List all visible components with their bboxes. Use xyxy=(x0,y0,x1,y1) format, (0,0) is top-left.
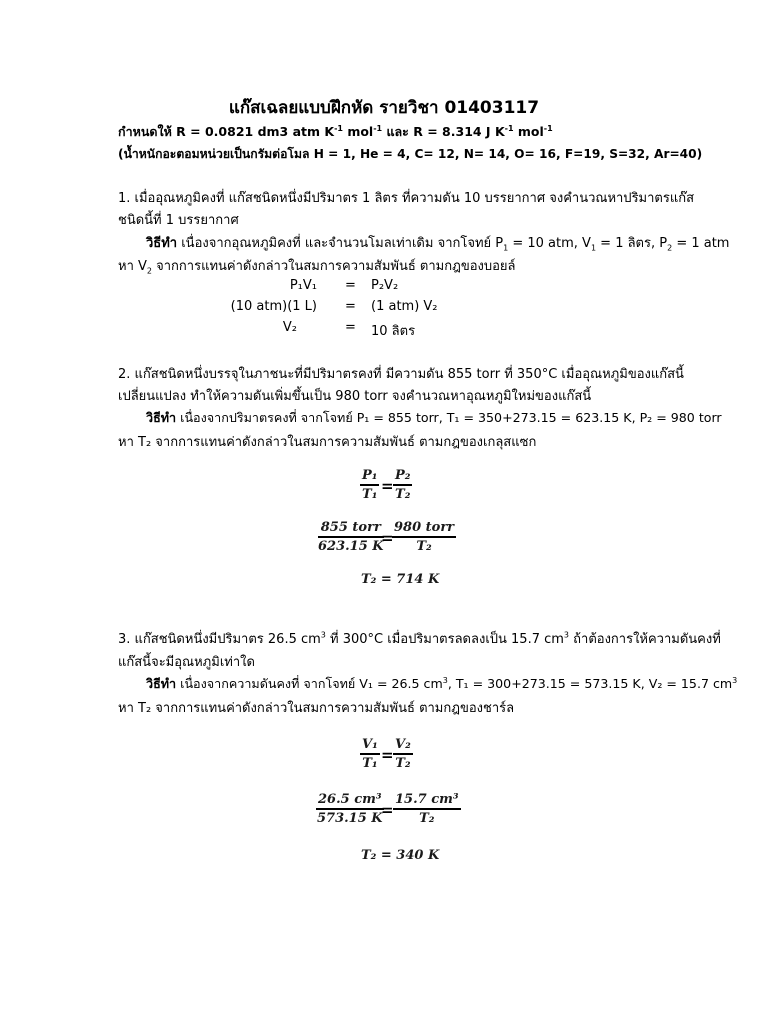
atomic-weights-line: (น้ำหนักอะตอมหน่วยเป็นกรัมต่อโมล H = 1, He = 4, C= 12, N= 14, O= 16, F=19, S=32, Ar=40) xyxy=(118,147,703,161)
q1-eq2-equals: = xyxy=(345,299,356,314)
q2-frac-t1: T₁ xyxy=(362,487,378,502)
q1-eq1-equals: = xyxy=(345,278,356,293)
q2-frac-values-left xyxy=(318,520,384,554)
q2-frac-980-torr: 980 torr xyxy=(392,520,456,538)
gas-constant-sup-c: -1 xyxy=(504,123,514,133)
q2-equals-2: = xyxy=(381,529,394,547)
q2-frac-p1: P₁ xyxy=(360,468,379,486)
q3-frac-t2: T₂ xyxy=(395,756,411,771)
q2-line-2: เปลี่ยนแปลง ทำให้ความดันเพิ่มขึ้นเป็น 980 torr จงคำนวณหาอุณหภูมิใหม่ของแก๊สนี้ xyxy=(118,389,592,404)
gas-constant-text-d: mol xyxy=(513,124,544,139)
q1-line-2: ชนิดนี้ที่ 1 บรรยากาศ xyxy=(118,213,239,228)
page-title: แก๊สเฉลยแบบฝึกหัด รายวิชา 01403117 xyxy=(228,98,540,118)
gas-constant-text-b: mol xyxy=(342,124,374,139)
q3-solution-label: วิธีทำ xyxy=(146,676,177,691)
q3-solution-text-a: เนื่องจากความดันคงที่ จากโจทย์ V₁ = 26.5 cm xyxy=(176,676,443,691)
q2-frac-p1-t1 xyxy=(360,468,379,502)
q2-result: T₂ = 714 K xyxy=(361,572,440,587)
q1-eq1-left: P₁V₁ xyxy=(289,278,317,293)
q1-find-text-a: หา V xyxy=(118,259,147,274)
q2-line-1: 2. แก๊สชนิดหนึ่งบรรจุในภาชนะที่มีปริมาตรคงที่ มีความดัน 855 torr ที่ 350°C เมื่ออุณหภูมิของแก๊สนี้ xyxy=(118,367,684,382)
q2-frac-t2: T₂ xyxy=(395,487,411,502)
q2-frac-p2: P₂ xyxy=(393,468,412,486)
q1-solution-text-c: = 1 ลิตร, P xyxy=(596,236,668,251)
q1-solution-label: วิธีทำ xyxy=(146,236,178,251)
q3-line-1-text-c: ถ้าต้องการให้ความดันคงที่ xyxy=(569,632,721,647)
q2-find-line: หา T₂ จากการแทนค่าดังกล่าวในสมการความสัมพันธ์ ตามกฎของเกลุสแซก xyxy=(118,435,537,450)
q3-frac-26-5-cm3: 26.5 cm³ xyxy=(316,792,384,810)
q1-eq3-right: 10 ลิตร xyxy=(371,324,416,339)
q3-line-1-text-a: 3. แก๊สชนิดหนึ่งมีปริมาตร 26.5 cm xyxy=(118,632,321,647)
q1-sub-1: 1 xyxy=(503,243,509,253)
q1-find-sub: 2 xyxy=(146,266,152,276)
q3-line-1-sup-1: 3 xyxy=(320,630,326,640)
q2-solution-line xyxy=(146,408,722,428)
q3-frac-values-left xyxy=(316,792,384,826)
q3-frac-values-right xyxy=(393,792,461,826)
q3-frac-t2-value: T₂ xyxy=(419,811,435,826)
q3-result: T₂ = 340 K xyxy=(361,848,440,863)
q3-frac-t1: T₁ xyxy=(362,756,378,771)
q1-sub-2: 1 xyxy=(590,243,597,253)
q1-solution-text-a: เนื่องจากอุณหภูมิคงที่ และจำนวนโมลเท่าเดิม จากโจทย์ P xyxy=(177,236,504,251)
gas-constant-text-c: และ R = 8.314 J K xyxy=(382,124,505,139)
q2-solution-label: วิธีทำ xyxy=(146,410,177,425)
q3-find-line: หา T₂ จากการแทนค่าดังกล่าวในสมการความสัมพันธ์ ตามกฎของชาร์ล xyxy=(118,701,515,716)
q3-frac-573-k: 573.15 K xyxy=(316,811,383,826)
q3-line-2: แก๊สนี้จะมีอุณหภูมิเท่าใด xyxy=(118,655,255,670)
q3-frac-v1: V₁ xyxy=(360,737,380,755)
q1-eq2-right: (1 atm) V₂ xyxy=(371,299,438,314)
q3-equals-1: = xyxy=(381,746,394,764)
q1-solution-line xyxy=(146,232,729,253)
q1-solution-text-d: = 1 atm xyxy=(672,236,730,251)
q1-find-line xyxy=(118,255,516,276)
q1-eq2-left: (10 atm)(1 L) xyxy=(230,299,317,314)
gas-constant-sup-a: -1 xyxy=(334,123,343,133)
q2-frac-p2-t2 xyxy=(393,468,412,502)
q2-equals-1: = xyxy=(381,477,394,495)
q1-find-text-b: จากการแทนค่าดังกล่าวในสมการความสัมพันธ์ ตามกฎของบอยล์ xyxy=(152,259,516,274)
q2-frac-values-right xyxy=(392,520,456,554)
q3-frac-v1-t1 xyxy=(360,737,380,771)
q2-frac-623-k: 623.15 K xyxy=(318,539,384,554)
gas-constant-sup-d: -1 xyxy=(543,123,553,133)
q1-eq3-left: V₂ xyxy=(282,320,297,335)
q1-line-1: 1. เมื่ออุณหภูมิคงที่ แก๊สชนิดหนึ่งมีปริมาตร 1 ลิตร ที่ความดัน 10 บรรยากาศ จงคำนวณหาปริมาตรแก๊ส xyxy=(118,191,695,206)
q2-frac-855-torr: 855 torr xyxy=(318,520,384,538)
q3-equals-2: = xyxy=(381,801,394,819)
q1-solution-text-b: = 10 atm, V xyxy=(508,236,591,251)
gas-constant-line xyxy=(118,122,553,142)
q3-line-1 xyxy=(118,628,721,649)
q3-line-1-sup-2: 3 xyxy=(563,630,570,640)
q3-solution-text-b: , T₁ = 300+273.15 = 573.15 K, V₂ = 15.7 cm xyxy=(447,676,733,691)
q2-frac-t2-value: T₂ xyxy=(416,539,432,554)
q3-solution-sup-1: 3 xyxy=(442,675,448,685)
gas-constant-text-a: กำหนดให้ R = 0.0821 dm3 atm K xyxy=(118,124,335,139)
gas-constant-sup-b: -1 xyxy=(373,123,383,133)
q1-eq3-equals: = xyxy=(345,320,356,335)
q1-sub-3: 2 xyxy=(667,243,673,253)
q3-line-1-text-b: ที่ 300°C เมื่อปริมาตรลดลงเป็น 15.7 cm xyxy=(325,632,564,647)
q3-solution-sup-2: 3 xyxy=(732,675,738,685)
q3-frac-v2-t2 xyxy=(393,737,413,771)
q3-frac-15-7-cm3: 15.7 cm³ xyxy=(393,792,461,810)
q1-eq1-right: P₂V₂ xyxy=(371,278,399,293)
q3-solution-line xyxy=(146,674,737,694)
q2-solution-text: เนื่องจากปริมาตรคงที่ จากโจทย์ P₁ = 855 torr, T₁ = 350+273.15 = 623.15 K, P₂ = 980 torr xyxy=(176,410,722,425)
q3-frac-v2: V₂ xyxy=(393,737,413,755)
